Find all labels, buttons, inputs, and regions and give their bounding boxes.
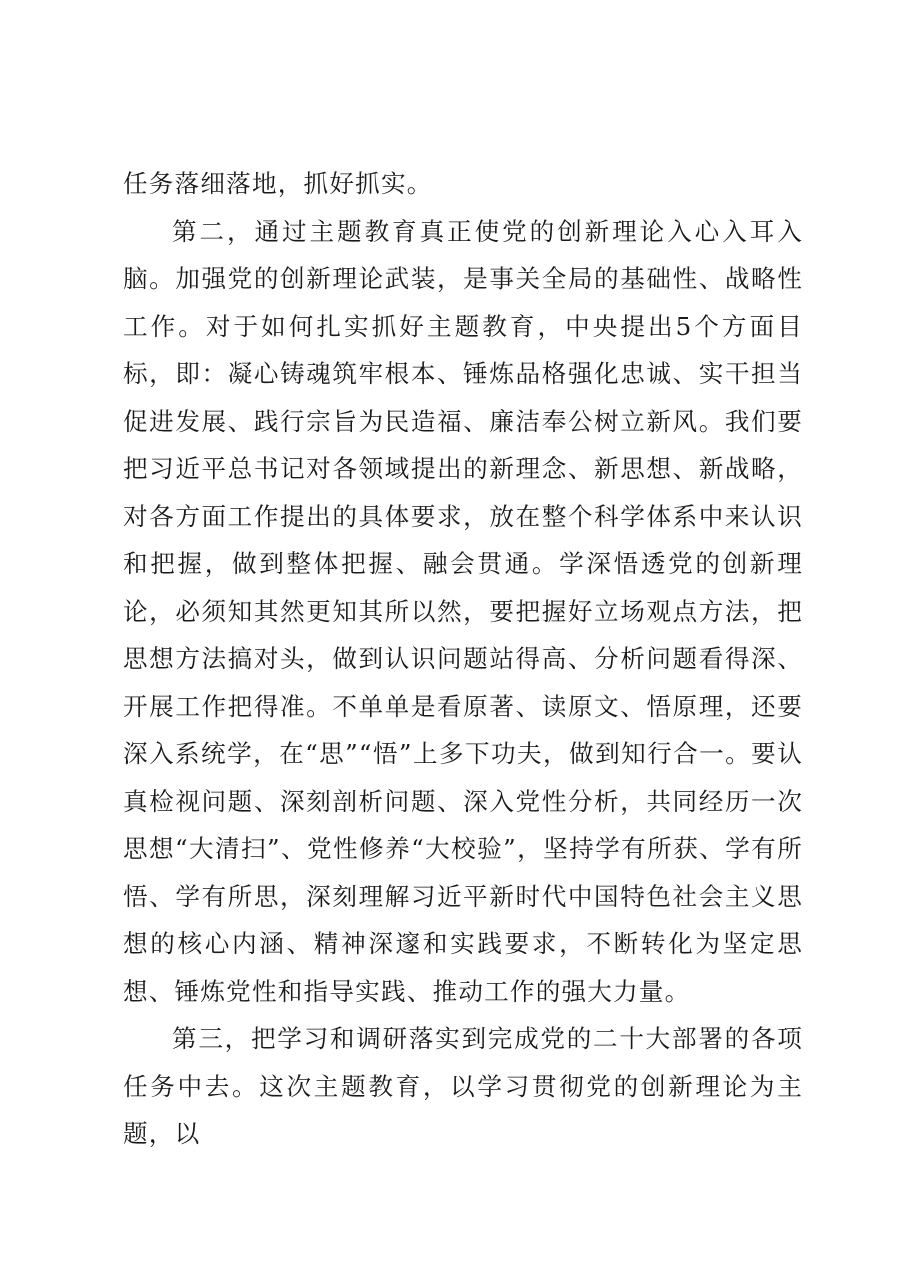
paragraph-2: 第二，通过主题教育真正使党的创新理论入心入耳入脑。加强党的创新理论武装，是事关全局的基础性、战略性工作。对于如何扎实抓好主题教育，中央提出5个方面目标，即：凝心铸魂筑牢根本、锤炼品格强化忠诚、实干担当促进发展、践行宗旨为民造福、廉洁奉公树立新风。我们要把习近平总书记对各领域提出的新理念、新思想、新战略，对各方面工作提出的具体要求，放在整个科学体系中来认识和把握，做到整体把握、融会贯通。学深悟透党的创新理论，必须知其然更知其所以然，要把握好立场观点方法，把思想方法搞对头，做到认识问题站得高、分析问题看得深、开展工作把得准。不单单是看原著、读原文、悟原理，还要深入系统学，在“思”“悟”上多下功夫，做到知行合一。要认真检视问题、深刻剖析问题、深入党性分析，共同经历一次思想“大清扫”、党性修养“大校验”，坚持学有所获、学有所悟、学有所思，深刻理解习近平新时代中国特色社会主义思想的核心内涵、精神深邃和实践要求，不断转化为坚定思想、锤炼党性和指导实践、推动工作的强大力量。	[123, 216, 803, 1006]
paragraph-1: 任务落细落地，抓好抓实。	[123, 169, 433, 198]
paragraph-3: 第三，把学习和调研落实到完成党的二十大部署的各项任务中去。这次主题教育，以学习贯彻党的创新理论为主题，以	[123, 1024, 803, 1148]
document-body	[123, 160, 803, 1158]
